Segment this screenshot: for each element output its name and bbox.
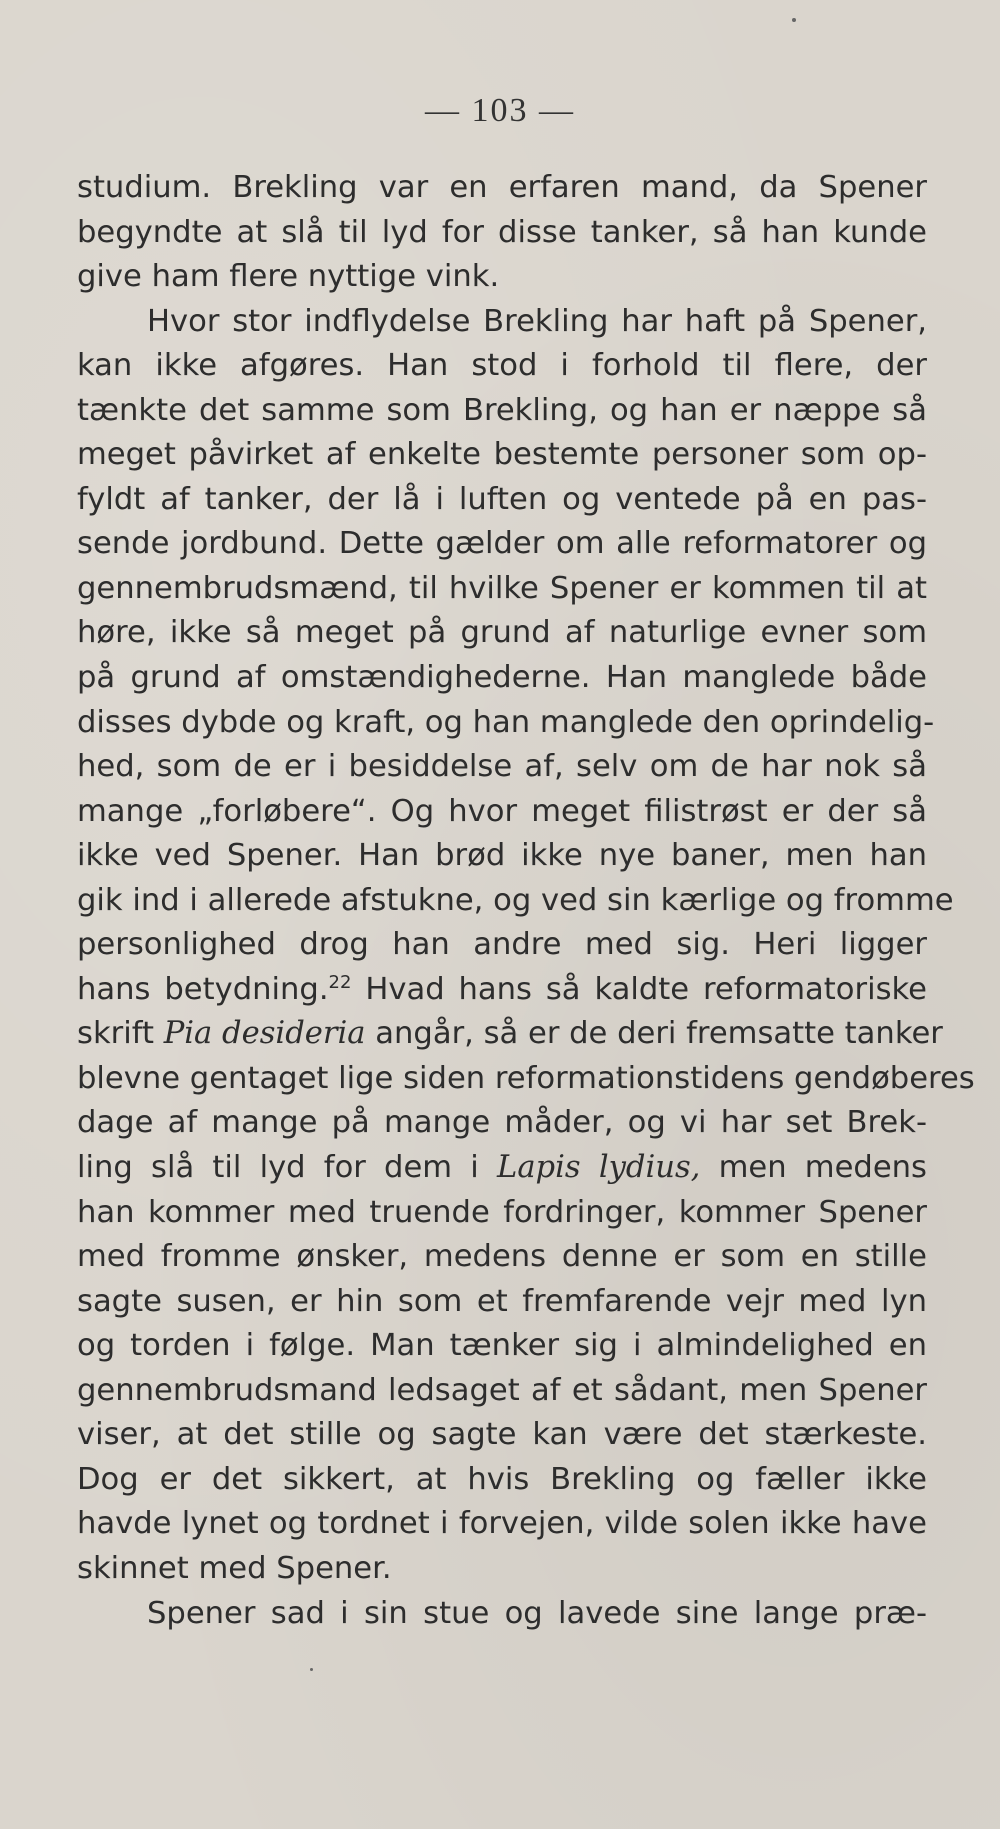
text-line: disses dybde og kraft, og han manglede den oprindelig- [77,704,935,740]
text-line: gennembrudsmand ledsaget af et sådant, men Spener [77,1372,927,1408]
text-fragment: ling slå til lyd for dem i [77,1150,497,1186]
text-line: dage af mange på mange måder, og vi har set Brek- [77,1105,927,1141]
text-line: Dog er det sikkert, at hvis Brekling og fæller ikke [77,1461,927,1497]
text-fragment: hans betydning. [77,971,329,1007]
italic-title: Lapis lydius, [497,1150,701,1186]
text-line: kan ikke afgøres. Han stod i forhold til flere, der [77,348,927,384]
text-line: Hvor stor indflydelse Brekling har haft på Spener, [147,303,927,339]
italic-title: Pia desideria [163,1016,366,1052]
text-line: Spener sad i sin stue og lavede sine lange præ- [147,1595,927,1631]
text-fragment: angår, så er de deri fremsatte tanker [365,1016,943,1052]
text-line [77,1146,927,1191]
page-number: — 103 — [425,92,575,129]
text-line: på grund af omstændighederne. Han manglede både [77,660,927,696]
text-line: havde lynet og tordnet i forvejen, vilde solen ikke have [77,1506,927,1542]
text-line: hed, som de er i besiddelse af, selv om de har nok så [77,749,927,785]
text-line: og torden i følge. Man tænker sig i almindelighed en [77,1328,927,1364]
text-line: gik ind i allerede afstukne, og ved sin kærlige og fromme [77,882,954,918]
text-line: studium. Brekling var en erfaren mand, da Spener [77,170,927,205]
text-line: gennembrudsmænd, til hvilke Spener er kommen til at [77,570,927,606]
text-line: høre, ikke så meget på grund af naturlige evner som [77,615,927,651]
text-line: han kommer med truende fordringer, kommer Spener [77,1194,927,1230]
text-line: mange „forløbere“. Og hvor meget filistrøst er der så [77,793,927,829]
text-line [77,968,927,1013]
text-line: personlighed drog han andre med sig. Heri ligger [77,927,927,963]
text-line: blevne gentaget lige siden reformationstidens gendøberes [77,1060,975,1096]
text-line: ikke ved Spener. Han brød ikke nye baner, men han [77,838,927,874]
text-line: meget påvirket af enkelte bestemte personer som op- [77,437,927,473]
text-line: fyldt af tanker, der lå i luften og ventede på en pas- [77,481,927,517]
text-fragment: skrift [77,1016,164,1052]
speck-mark [310,1668,313,1671]
text-line: viser, at det stille og sagte kan være det stærkeste. [77,1417,927,1453]
footnote-reference: 22 [328,971,352,993]
text-line: skinnet med Spener. [77,1550,392,1586]
body-text [77,166,975,1636]
text-line: med fromme ønsker, medens denne er som en stille [77,1239,927,1275]
text-fragment: men medens [700,1150,927,1186]
text-line: sagte susen, er hin som et fremfarende vejr med lyn [77,1283,927,1319]
text-line [77,1012,943,1057]
text-line: begyndte at slå til lyd for disse tanker, så han kunde [77,214,927,250]
text-fragment: Hvad hans så kaldte reformatoriske [351,971,927,1007]
speck-mark [792,18,796,22]
text-line: tænkte det samme som Brekling, og han er næppe så [77,392,927,428]
text-line: give ham flere nyttige vink. [77,259,500,295]
text-line: sende jordbund. Dette gælder om alle reformatorer og [77,526,927,562]
